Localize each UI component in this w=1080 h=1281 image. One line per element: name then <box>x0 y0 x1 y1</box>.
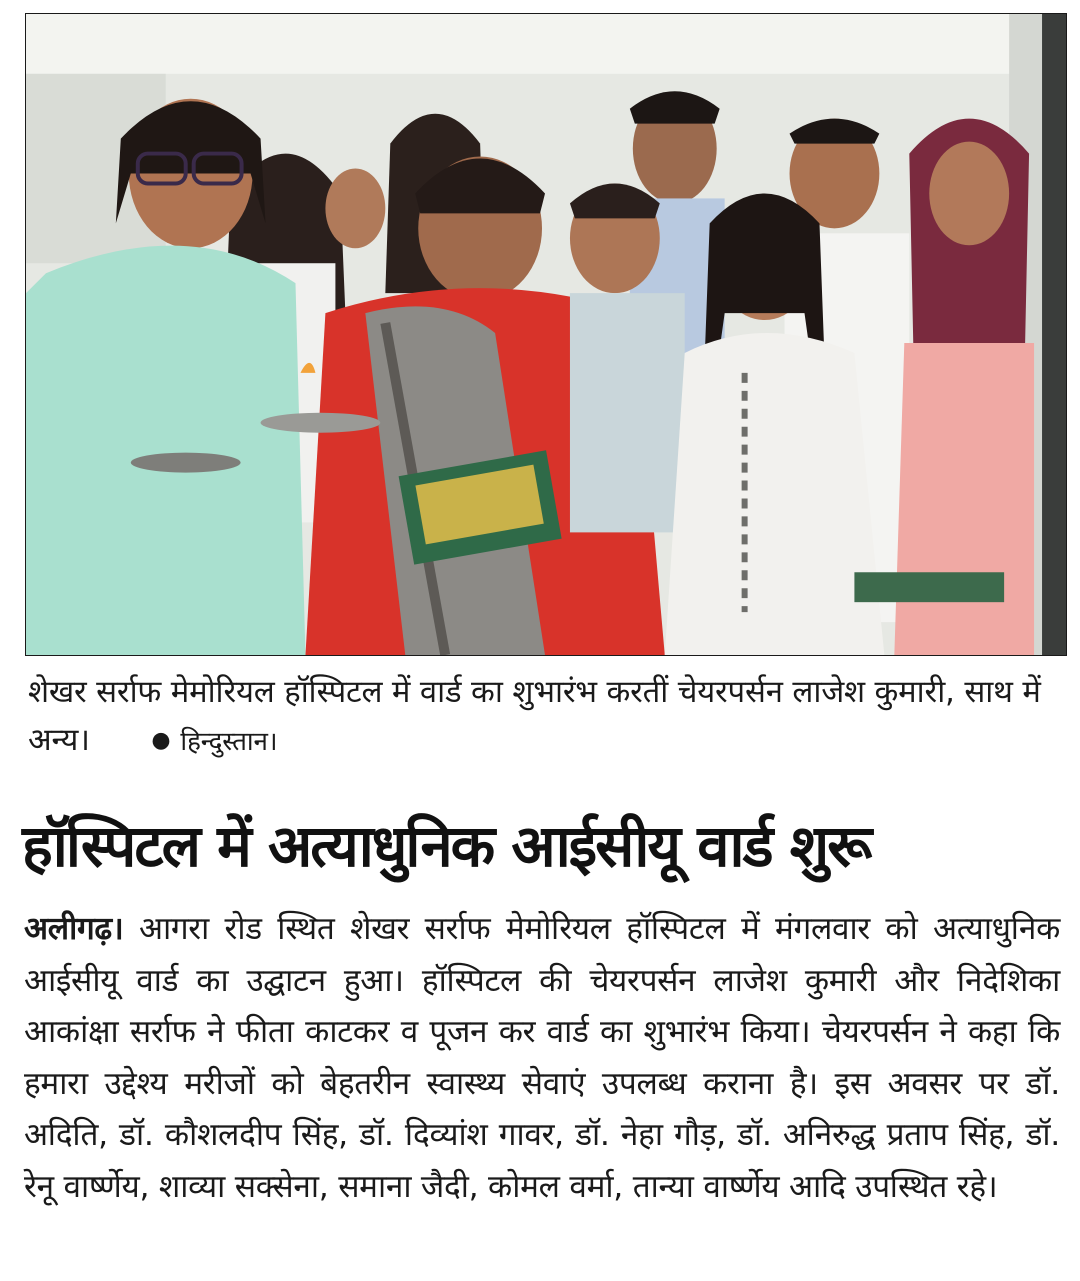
article-headline: हॉस्पिटल में अत्याधुनिक आईसीयू वार्ड शुरू <box>22 812 871 880</box>
article-text: आगरा रोड स्थित शेखर सर्राफ मेमोरियल हॉस्पिटल में मंगलवार को अत्याधुनिक आईसीयू वार्ड का उद्घाटन हुआ। हॉस्पिटल की चेयरपर्सन लाजेश कुमारी और निदेशिका आकांक्षा सर्राफ ने फीता काटकर व पूजन कर वार्ड का शुभारंभ किया। चेयरपर्सन ने कहा कि हमारा उद्देश्य मरीजों को बेहतरीन स्वास्थ्य सेवाएं उपलब्ध कराना है। इस अवसर पर डॉ. अदिति, डॉ. कौशलदीप सिंह, डॉ. दिव्यांश गावर, डॉ. नेहा गौड़, डॉ. अनिरुद्ध प्रताप सिंह, डॉ. रेनू वार्ष्णेय, शाव्या सक्सेना, समाना जैदी, कोमल वर्मा, तान्या वार्ष्णेय आदि उपस्थित रहे। <box>24 911 1060 1205</box>
article-body <box>24 904 1060 1214</box>
credit-text: हिन्दुस्तान। <box>180 727 278 757</box>
caption-text: शेखर सर्राफ मेमोरियल हॉस्पिटल में वार्ड का शुभारंभ करतीं चेयरपर्सन लाजेश कुमारी, साथ में अन्य। <box>28 674 1041 758</box>
news-photo <box>25 13 1067 656</box>
bullet-icon: ● <box>151 728 171 753</box>
article-dateline: अलीगढ़। <box>24 911 124 947</box>
photo-caption <box>28 668 1058 766</box>
group-photo-icon <box>26 14 1066 655</box>
photo-credit <box>151 727 277 757</box>
